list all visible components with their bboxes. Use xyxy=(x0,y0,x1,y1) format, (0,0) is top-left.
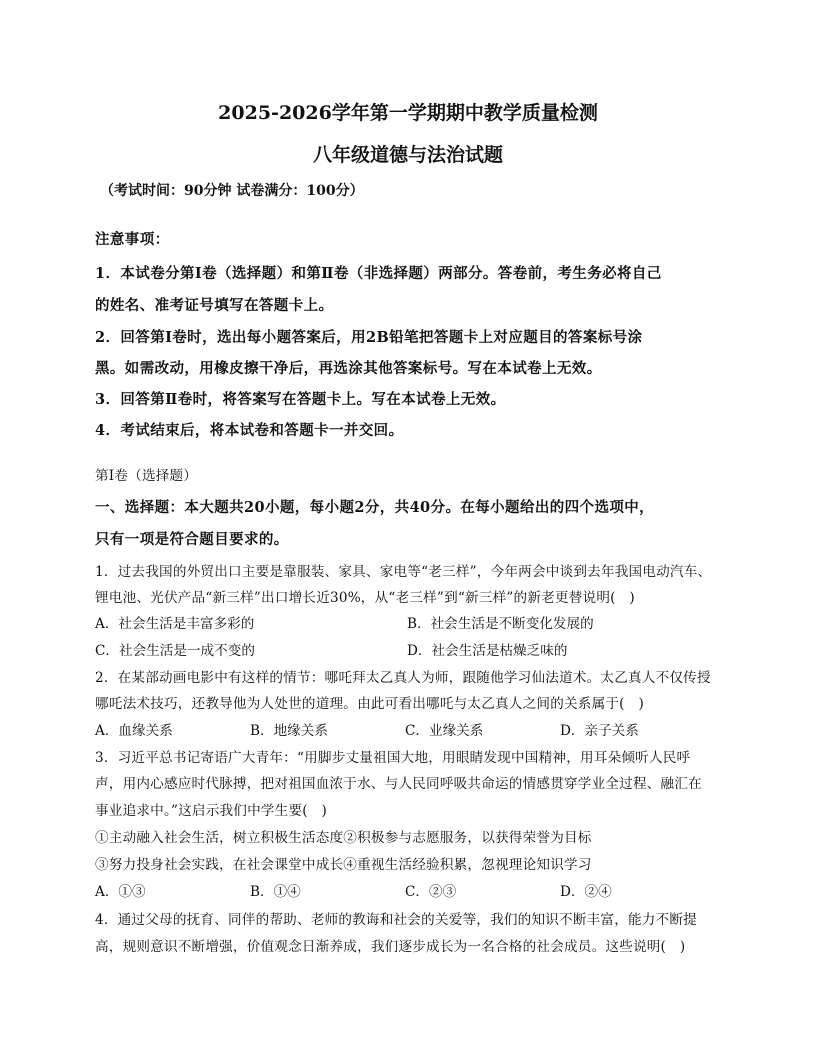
question-1-options-row xyxy=(95,612,735,632)
question-3-stem: 声，用内心感应时代脉搏，把对祖国血浓于水、与人民同呼吸共命运的情感贯穿学业全过程、融汇在 xyxy=(95,776,702,792)
question-2-options-row xyxy=(95,719,735,739)
option-a: A．①③ xyxy=(95,884,146,900)
section-heading: 一、选择题：本大题共20小题，每小题2分，共40分。在每小题给出的四个选项中， xyxy=(95,499,655,516)
exam-subtitle: 八年级道德与法治试题 xyxy=(312,144,503,166)
option-b: B．①④ xyxy=(250,884,301,900)
option-d: D．亲子关系 xyxy=(560,723,639,739)
notes-line: 4．考试结束后，将本试卷和答题卡一并交回。 xyxy=(95,422,404,439)
section-label: 第Ⅰ卷（选择题） xyxy=(95,468,198,484)
question-1-stem: 锂电池、光伏产品“新三样”出口增长近30%，从“老三样”到“新三样”的新老更替说明( ) xyxy=(95,590,635,606)
question-3-stem: 3．习近平总书记寄语广大青年：“用脚步丈量祖国大地，用眼睛发现中国精神，用耳朵倾听人民呼 xyxy=(95,750,691,766)
option-a: A．血缘关系 xyxy=(95,723,173,739)
question-3-stem: 事业追求中。”这启示我们中学生要( ) xyxy=(95,803,328,819)
option-d: D．②④ xyxy=(560,884,612,900)
exam-title: 2025-2026学年第一学期期中教学质量检测 xyxy=(218,102,598,124)
question-3-statements: ③努力投身社会实践，在社会课堂中成长④重视生活经验积累，忽视理论知识学习 xyxy=(95,857,592,873)
question-2-stem: 哪吒法术技巧，还教导他为人处世的道理。由此可看出哪吒与太乙真人之间的关系属于( ) xyxy=(95,696,644,712)
question-1-stem: 1．过去我国的外贸出口主要是靠服装、家具、家电等“老三样”，今年两会中谈到去年我国电动汽车、 xyxy=(95,564,712,580)
notes-line: 3．回答第Ⅱ卷时，将答案写在答题卡上。写在本试卷上无效。 xyxy=(95,391,506,408)
exam-info: （考试时间：90分钟 试卷满分：100分） xyxy=(100,183,364,199)
question-1-options-row xyxy=(95,639,735,659)
option-d: D．社会生活是枯燥乏味的 xyxy=(407,643,568,659)
notes-line: 2．回答第Ⅰ卷时，选出每小题答案后，用2B铅笔把答题卡上对应题目的答案标号涂 xyxy=(95,329,643,346)
question-3-statements: ①主动融入社会生活，树立积极生活态度②积极参与志愿服务，以获得荣誉为目标 xyxy=(95,830,592,846)
section-heading: 只有一项是符合题目要求的。 xyxy=(95,531,289,548)
option-a: A．社会生活是丰富多彩的 xyxy=(95,616,255,632)
option-c: C．②③ xyxy=(405,884,457,900)
notes-line: 的姓名、准考证号填写在答题卡上。 xyxy=(95,297,334,314)
option-b: B．社会生活是不断变化发展的 xyxy=(407,616,594,632)
option-b: B．地缘关系 xyxy=(250,723,328,739)
question-4-stem: 4．通过父母的抚育、同伴的帮助、老师的教诲和社会的关爱等，我们的知识不断丰富，能力不断提 xyxy=(95,912,697,928)
notes-heading: 注意事项： xyxy=(95,231,170,248)
option-c: C．业缘关系 xyxy=(405,723,484,739)
option-c: C．社会生活是一成不变的 xyxy=(95,643,255,659)
question-2-stem: 2．在某部动画电影中有这样的情节：哪吒拜太乙真人为师，跟随他学习仙法道术。太乙真人不仅传授 xyxy=(95,670,711,686)
question-3-options-row xyxy=(95,880,735,900)
notes-line: 1．本试卷分第Ⅰ卷（选择题）和第Ⅱ卷（非选择题）两部分。答卷前，考生务必将自己 xyxy=(95,265,662,282)
notes-line: 黑。如需改动，用橡皮擦干净后，再选涂其他答案标号。写在本试卷上无效。 xyxy=(95,360,602,377)
question-4-stem: 高，规则意识不断增强，价值观念日渐养成，我们逐步成长为一名合格的社会成员。这些说明( ) xyxy=(95,939,686,955)
